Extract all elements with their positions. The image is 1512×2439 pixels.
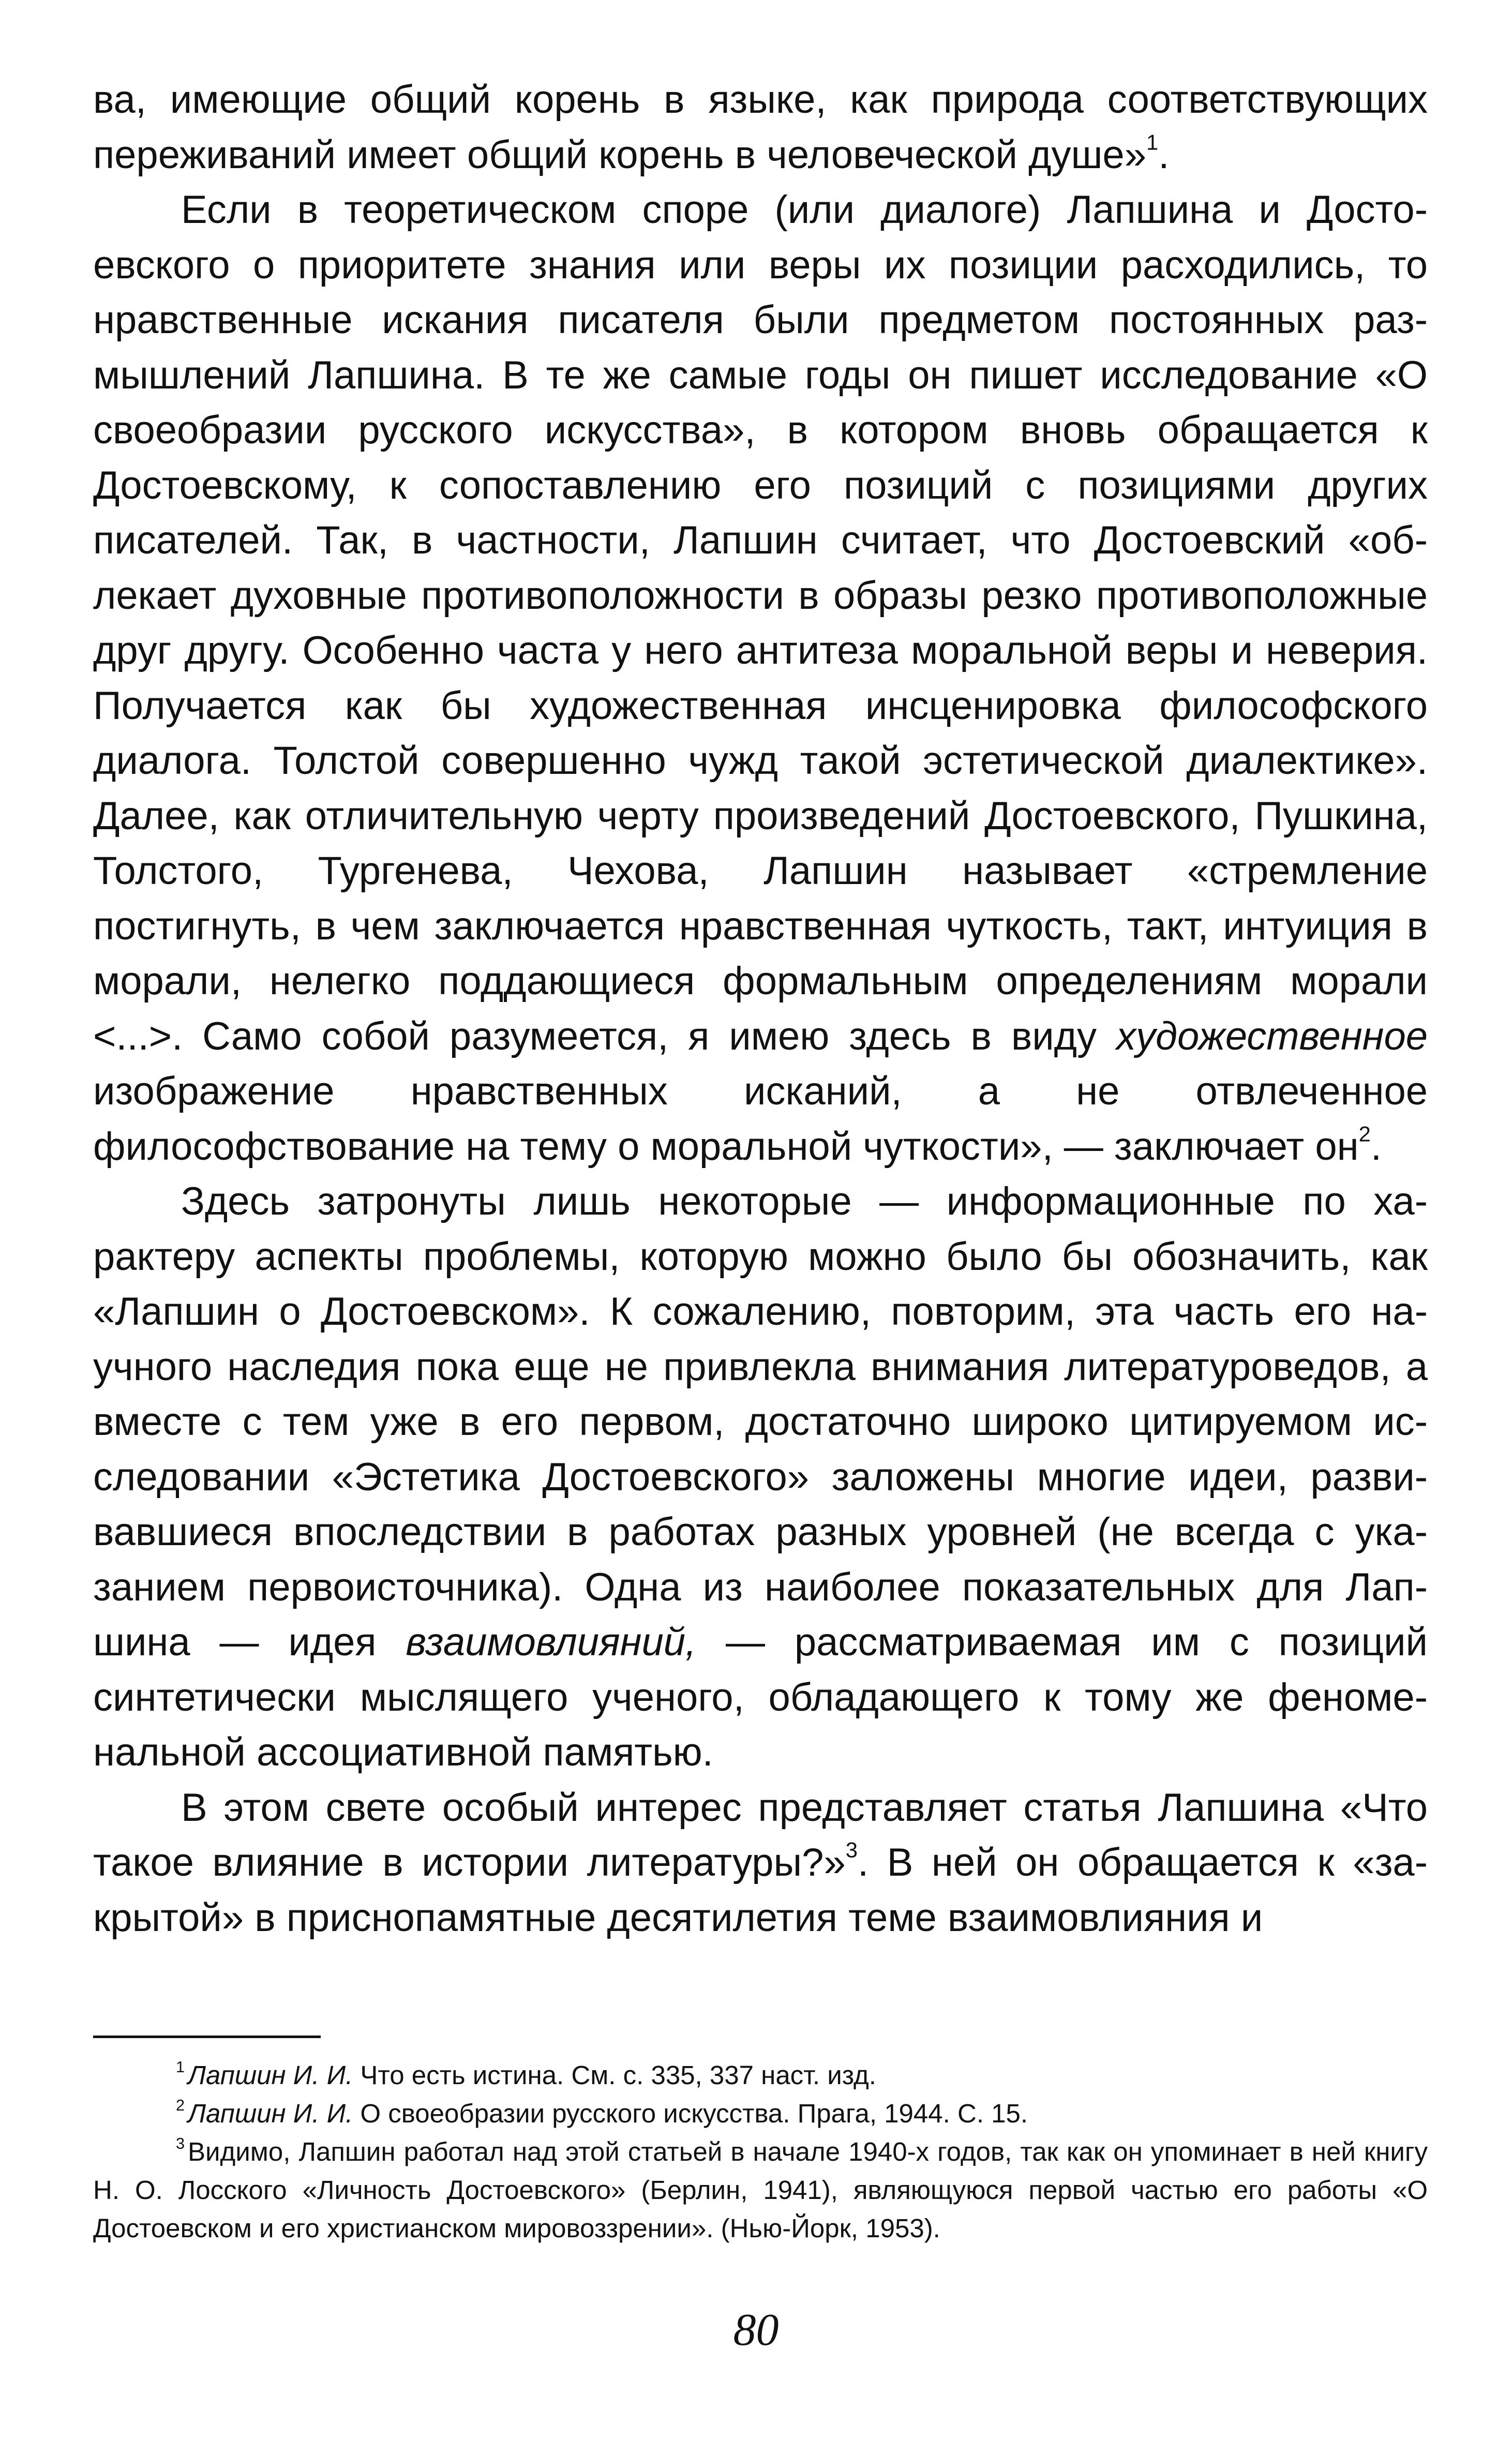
emphasized-text: взаимовлияний, xyxy=(406,1620,697,1664)
emphasized-text: Лапшин И. И. xyxy=(188,2099,353,2128)
page-content xyxy=(93,72,1428,1946)
footnote-reference: 2 xyxy=(1358,1121,1371,1146)
footnotes xyxy=(93,2056,1428,2248)
footnote-number: 1 xyxy=(176,2058,185,2076)
paragraph xyxy=(93,72,1428,183)
text-run: Здесь затронуты лишь некоторые — информационные по характеру аспекты проблемы, которую можно было бы обозначить, как «Лапшин о Достоевском». К сожалению, повторим, эта часть его научного наследия пока еще не привлекла внимания литературоведов, а вместе с тем уже в его первом, достаточно широко цитируемом исследовании «Эстетика Достоевского» заложены многие идеи, развивавшиеся впоследствии в работах разных уровней (не всегда с указанием первоисточника). Одна из наиболее показательных для Лапшина — идея xyxy=(93,1179,1428,1664)
footnote-reference: 1 xyxy=(1146,129,1159,154)
paragraph xyxy=(93,1780,1428,1946)
text-run: Что есть истина. См. с. 335, 337 наст. изд. xyxy=(353,2060,876,2090)
text-run: изображение нравственных исканий, а не отвлеченное философствование на тему о моральной чуткости», — заключает он xyxy=(93,1069,1428,1169)
emphasized-text: художественное xyxy=(1116,1014,1428,1058)
emphasized-text: Лапшин И. И. xyxy=(188,2060,353,2090)
footnote-separator xyxy=(93,2036,321,2038)
paragraph xyxy=(93,183,1428,1174)
footnote xyxy=(93,2056,1428,2094)
footnote xyxy=(93,2133,1428,2248)
footnote-reference: 3 xyxy=(845,1837,858,1862)
text-run: . xyxy=(1158,132,1170,177)
main-text xyxy=(93,72,1428,1946)
text-run: В этом свете особый интерес представляет статья Лапшина «Что такое влияние в истории литературы?» xyxy=(93,1785,1428,1884)
footnote xyxy=(93,2094,1428,2133)
footnote-number: 2 xyxy=(176,2097,185,2115)
text-run: ва, имеющие общий корень в языке, как природа соответствующих переживаний имеет общий корень в человеческой душе» xyxy=(93,78,1428,177)
text-run: . В ней он обращается к «закрытой» в приснопамятные десятилетия теме взаимовлияния и xyxy=(93,1841,1428,1940)
text-run: Если в теоретическом споре (или диалоге) Лапшина и Достоевского о приоритете знания или веры их позиции расходились, то нравственные искания писателя были предметом постоянных размышлений Лапшина. В те же самые годы он пишет исследование «О своеобразии русского искусства», в котором вновь обращается к Достоевскому, к сопоставлению его позиций с позициями других писателей. Так, в частности, Лапшин считает, что Достоевский «облекает духовные противоположности в образы резко противоположные друг другу. Особенно часта у него антитеза моральной веры и неверия. Получается как бы художественная инсценировка философского диалога. Толстой совершенно чужд такой эстетической диалектике». Далее, как отличительную черту произведений Достоевского, Пушкина, Толстого, Тургенева, Чехова, Лапшин называет «стремление постигнуть, в чем заключается нравственная чуткость, такт, интуиция в морали, нелегко поддающиеся формальным определениям морали <...>. Само собой разумеется, я имею здесь в виду xyxy=(93,188,1428,1058)
text-run: О своеобразии русского искусства. Прага, 1944. С. 15. xyxy=(353,2099,1028,2128)
page-number: 80 xyxy=(733,2305,779,2355)
paragraph xyxy=(93,1174,1428,1780)
text-run: . xyxy=(1370,1124,1382,1169)
text-run: — рассматриваемая им с позиций синтетически мыслящего ученого, обладающего к тому же феноменальной ассоциативной памятью. xyxy=(93,1620,1428,1774)
footnote-number: 3 xyxy=(176,2135,185,2153)
text-run: Видимо, Лапшин работал над этой статьей в начале 1940-х годов, так как он упоминает в ней книгу Н. О. Лосского «Личность Достоевского» (Берлин, 1941), являющуюся первой частью его работы «О Достоевском и его христианском мировоззрении». (Нью-Йорк, 1953). xyxy=(93,2137,1428,2243)
